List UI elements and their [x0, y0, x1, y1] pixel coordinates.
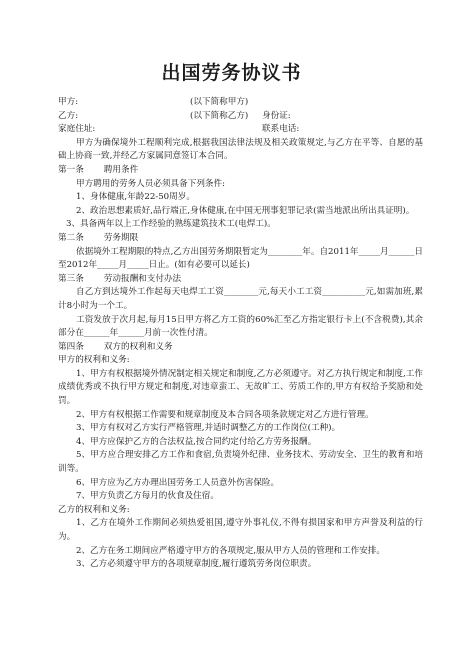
party-b-note: (以下简称乙方)	[190, 110, 249, 121]
article-2-number: 第二条	[58, 232, 84, 243]
party-b-row	[58, 110, 423, 124]
article-1-number: 第一条	[58, 164, 84, 175]
party-b-item: 1、乙方在境外工作期间必须热爱祖国,遵守外事礼仪,不得有损国家和甲方声誉及利益的行为。	[58, 518, 423, 542]
party-b-item: 2、乙方在务工期间应严格遵守甲方的各项规定,服从甲方人员的管理和工作安排。	[76, 545, 385, 556]
id-card-label: 身份证:	[262, 110, 291, 121]
article-4-number: 第四条	[58, 341, 84, 352]
document-body	[58, 96, 423, 572]
intro-paragraph: 甲方为确保境外工程顺利完成,根据我国法律法规及相关政策规定,与乙方在平等、自愿的基础上协商一致,并经乙方家属同意签订本合同。	[58, 137, 423, 162]
article-3-heading	[58, 273, 423, 287]
article-3-paragraph: 工资发放于次月起,每月15日甲方将乙方工资的60%汇至乙方指定银行卡上(不含税费),其余部分在______年______月前一次性付清。	[58, 314, 423, 339]
article-3-paragraph: 自乙方到达境外工作起每天电焊工工资________元,每天小工工资__________元,如需加班,累计8小时为一个工。	[58, 287, 423, 311]
home-address-label: 家庭住址:	[58, 124, 96, 135]
article-2-text: 依据境外工程期限的特点,乙方出国劳务期限暂定为________年。自2011年_____月______日至2012年_____月_____日止。(如有必要可以延长)	[58, 246, 423, 271]
article-2-title: 劳务期限	[103, 232, 139, 243]
page-title: 出国劳务协议书	[161, 62, 302, 84]
party-a-item: 7、甲方负责乙方每月的伙食及住宿。	[76, 491, 219, 502]
party-b-item: 3、乙方必须遵守甲方的各项规章制度,履行遵筑劳务岗位职责。	[76, 559, 317, 570]
contact-phone-label: 联系电话:	[262, 124, 300, 135]
article-1-heading	[58, 164, 423, 178]
party-a-label: 甲方:	[58, 97, 79, 107]
address-row	[58, 123, 423, 137]
party-a-rights-heading: 甲方的权利和义务:	[58, 355, 130, 366]
article-4-title: 双方的权利和义务	[103, 341, 173, 352]
party-a-item: 3、甲方有权对乙方实行严格管理,并适时调整乙方的工作岗位(工种)。	[76, 423, 341, 434]
party-b-rights-heading: 乙方的权利和义务:	[58, 504, 130, 515]
article-1-item: 1、身体健康,年龄22-50周岁。	[76, 192, 195, 203]
party-a-item: 1、甲方有权根据境外情况制定相关规定和制度,乙方必须遵守。对乙方执行规定和制度,工作成绩优秀或不执行甲方规定和制度,对违章蛮工、无故旷工、劳质工作的,甲方有权给予奖励和处罚。	[58, 368, 423, 407]
party-a-item: 5、甲方应合理安排乙方工作和食宿,负责境外纪律、业务技术、劳动安全、卫生的教育和培训等。	[58, 450, 423, 475]
article-3-title: 劳动报酬和支付办法	[103, 273, 182, 284]
party-b-label: 乙方:	[58, 110, 79, 121]
party-a-item: 4、甲方应保护乙方的合法权益,按合同约定付给乙方劳务报酬。	[76, 436, 317, 447]
party-a-note: (以下简称甲方)	[190, 97, 249, 107]
party-a-item: 6、甲方应为乙方办理出国劳务工人员意外伤害保险。	[76, 477, 280, 488]
article-1-item: 2、政治思想素质好,品行端正,身体健康,在中国无刑事犯罪记录(需当地派出所出具证明)。	[76, 205, 415, 216]
article-1-item: 3、具备两年以上工作经验的熟练建筑技术工(电焊工)。	[66, 219, 276, 230]
article-1-lead: 甲方聘用的劳务人员必须具备下列条件:	[76, 178, 225, 189]
party-a-item: 2、甲方有权根据工作需要和规章制度及本合同各项条款规定对乙方进行管理。	[76, 409, 374, 420]
article-4-heading	[58, 341, 423, 355]
article-2-heading	[58, 232, 423, 246]
article-3-number: 第三条	[58, 273, 84, 284]
article-1-title: 聘用条件	[103, 164, 139, 175]
party-a-row	[58, 96, 423, 110]
